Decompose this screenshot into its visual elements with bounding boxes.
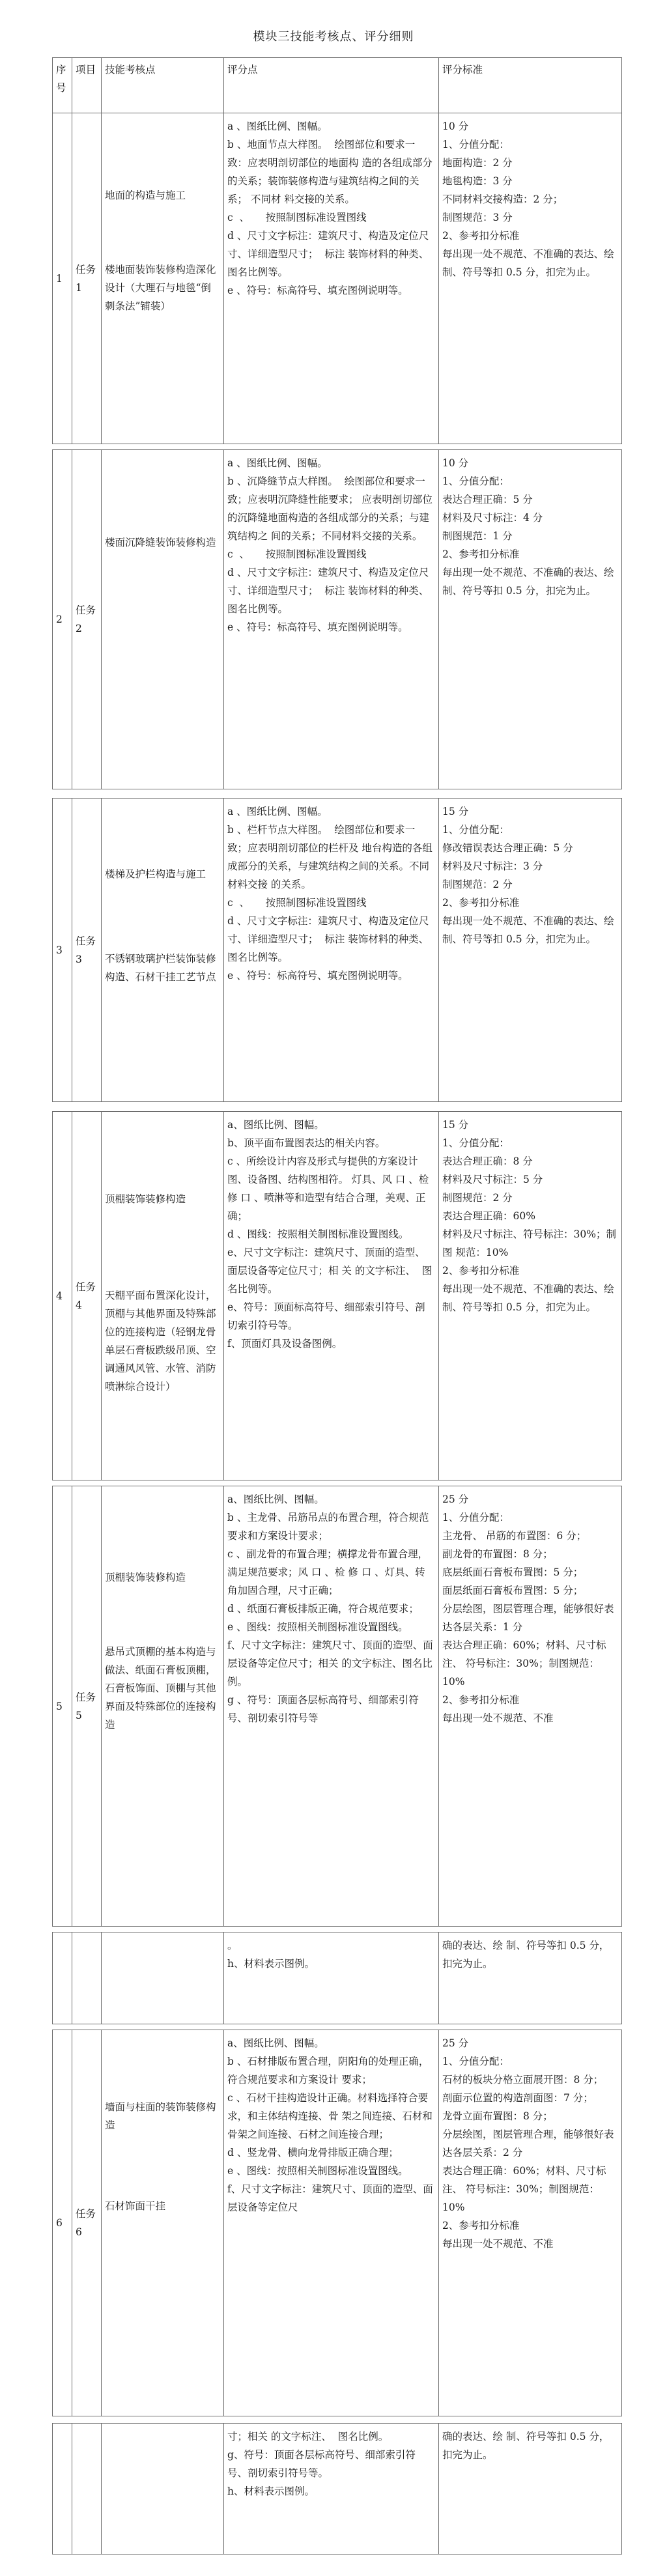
points-cell: a 、图纸比例、图幅。 b 、地面节点大样图。 绘图部位和要求一致：应表明剖切部位的地面构 造的各组成部分的关系；装饰装修构造与建筑结构之间的关系； 不同材 料交接的关系。 c 、 按照制图标准设置图线 d 、尺寸文字标注：建筑尺寸、构造及定位尺寸、详细造型尺寸； 标注 装饰材料的种类、图名比例等。 e 、符号：标高符号、填充图例说明等。 <box>224 113 439 444</box>
table-block-5 <box>52 1486 622 1927</box>
task-cell: 任务 3 <box>72 799 102 1101</box>
skill-main: 楼面沉降缝装饰装修构造 <box>105 537 216 548</box>
skill-main: 墙面与柱面的装饰装修构造 <box>105 2101 216 2131</box>
seq-cell: 5 <box>53 1486 72 1926</box>
skill-sub: 天棚平面布置深化设计，顶棚与其他界面及特殊部位的连接构造（轻钢龙骨单层石膏板跌级吊顶、空调通风风管、水管、消防喷淋综合设计） <box>105 1290 216 1393</box>
skill-cell <box>102 1112 224 1480</box>
skill-main: 地面的构造与施工 <box>105 190 186 201</box>
points-cell: a、图纸比例、图幅。 b 、石材排版布置合理，阴阳角的处理正确，符合规范要求和方案设计 要求； c 、石材干挂构造设计正确。材料选择符合要求，和主体结构连接、骨 架之间连接、石材和骨架之间连接、石材之间连接合理； d 、竖龙骨、横向龙骨排版正确合理； e 、图线：按照相关制图标准设置图线。 f、尺寸文字标注：建筑尺寸、顶面的造型、面层设备等定位尺 <box>224 2030 439 2416</box>
task-cell <box>72 1932 102 2024</box>
seq-cell <box>53 1932 72 2024</box>
standard-cell: 10 分 1、分值分配： 地面构造：2 分 地毯构造：3 分 不同材料交接构造：2 分； 制图规范：3 分 2、参考扣分标准 每出现一处不规范、不准确的表达、绘 制、符号等扣 0.5 分，扣完为止。 <box>442 120 614 278</box>
table-block-1 <box>52 57 622 444</box>
document-title: 模块三技能考核点、评分细则 <box>253 30 414 44</box>
skill-main: 楼梯及护栏构造与施工 <box>105 868 206 880</box>
points-cell: a、图纸比例、图幅。 b 、主龙骨、吊筋吊点的布置合理，符合规范要求和方案设计要求； c 、副龙骨的布置合理；横撑龙骨布置合理，满足规范要求；风 口 、检 修 口 、灯具、转角加固合理，尺寸正确； d 、纸面石膏板排版正确，符合规范要求； e 、图线：按照相关制图标准设置图线。 f、尺寸文字标注：建筑尺寸、顶面的造型、面层设备等定位尺寸；相关 的文字标注、图名比例。 g 、符号：顶面各层标高符号、细部索引符号、剖切索引符号等 <box>224 1486 439 1926</box>
header-item: 项目 <box>72 58 102 113</box>
standard-cell: 确的表达、绘 制、符号等扣 0.5 分，扣完为止。 <box>442 1940 610 1970</box>
table-row <box>53 1486 621 1926</box>
skill-main: 顶棚装饰装修构造 <box>105 1193 186 1205</box>
table-block-4 <box>52 1111 622 1480</box>
points-cell: 。 h、材料表示图例。 <box>224 1932 439 2024</box>
standard-cell: 15 分 1、分值分配： 表达合理正确：8 分 材料及尺寸标注：5 分 制图规范：2 分 表达合理正确：60% 材料及尺寸标注、符号标注：30%；制图 规范：10% 2、参考扣分标准 每出现一处不规范、不准确的表达、绘 制、符号等扣 0.5 分，扣完为止。 <box>442 1119 616 1313</box>
skill-cell <box>102 113 224 444</box>
seq-cell: 2 <box>53 450 72 789</box>
header-skill: 技能考核点 <box>102 58 224 113</box>
points-cell: a 、图纸比例、图幅。 b 、沉降缝节点大样图。 绘图部位和要求一致；应表明沉降缝性能要求； 应表明剖切部位的沉降缝地面构造的各组成部分的关系；与建筑结构之 间的关系；不同材料交接的关系。 c 、 按照制图标准设置图线 d 、尺寸文字标注：建筑尺寸、构造及定位尺寸、详细造型尺寸； 标注 装饰材料的种类、图名比例等。 e 、符号：标高符号、填充图例说明等。 <box>224 450 439 789</box>
skill-cell <box>102 2030 224 2416</box>
task-cell: 任务 1 <box>72 113 102 444</box>
table-row <box>53 1112 621 1480</box>
table-row <box>53 1932 621 2024</box>
table-row <box>53 2424 621 2554</box>
seq-cell: 6 <box>53 2030 72 2416</box>
skill-cell <box>102 450 224 789</box>
points-cell: a、图纸比例、图幅。 b、顶平面布置图表达的相关内容。 c 、所绘设计内容及形式与提供的方案设计图、设备图、结构图相符。 灯具、风 口 、检 修 口 、喷淋等和造型有结合合理，美观、正确； d 、图线：按照相关制图标准设置图线。 e、尺寸文字标注：建筑尺寸、顶面的造型、面层设备等定位尺寸；相 关 的文字标注、 图名比例等。 e、符号：顶面标高符号、细部索引符号、剖切索引符号等。 f、顶面灯具及设备图例。 <box>224 1112 439 1480</box>
table-block-6 <box>52 2030 622 2416</box>
skill-main: 顶棚装饰装修构造 <box>105 1572 186 1583</box>
task-cell: 任务 5 <box>72 1486 102 1926</box>
seq-cell: 3 <box>53 799 72 1101</box>
table-block-6-cont <box>52 2423 622 2555</box>
task-cell <box>72 2424 102 2554</box>
table-row <box>53 799 621 1101</box>
skill-sub: 石材饰面干挂 <box>105 2200 166 2212</box>
header-standard: 评分标准 <box>442 64 483 76</box>
table-block-5-cont <box>52 1932 622 2024</box>
table-row <box>53 2030 621 2416</box>
table-row <box>53 450 621 789</box>
standard-cell: 25 分 1、分值分配： 主龙骨、 吊筋的布置图：6 分； 副龙骨的布置图：8 分； 底层纸面石膏板布置图：5 分； 面层纸面石膏板布置图：5 分； 分层绘图，图层管理合理，能够很好表 达各层关系：1 分 表达合理正确：60%；材料、尺寸标注、 符号标注：30%；制图规范：10% 2、参考扣分标准 每出现一处不规范、不准 <box>442 1493 614 1724</box>
header-points: 评分点 <box>224 58 439 113</box>
task-cell: 任务 2 <box>72 450 102 789</box>
task-cell: 任务 6 <box>72 2030 102 2416</box>
table-block-2 <box>52 449 622 789</box>
standard-cell: 10 分 1、分值分配： 表达合理正确：5 分 材料及尺寸标注：4 分 制图规范：1 分 2、参考扣分标准 每出现一处不规范、不准确的表达、绘 制、符号等扣 0.5 分，扣完为止。 <box>442 457 614 597</box>
skill-cell <box>102 2424 224 2554</box>
points-cell: a 、图纸比例、图幅。 b 、栏杆节点大样图。 绘图部位和要求一致；应表明剖切部位的栏杆及 地台构造的各组成部分的关系，与建筑结构之间的关系。不同材料交接 的关系。 c 、 按照制图标准设置图线 d 、尺寸文字标注：建筑尺寸、构造及定位尺寸、详细造型尺寸； 标注 装饰材料的种类、图名比例等。 e 、符号：标高符号、填充图例说明等。 <box>224 799 439 1101</box>
header-seq: 序 号 <box>53 58 72 113</box>
skill-sub: 楼地面装饰装修构造深化设计（大理石与地毯“倒刺条法”铺装） <box>105 264 216 312</box>
seq-cell: 4 <box>53 1112 72 1480</box>
task-cell: 任务 4 <box>72 1112 102 1480</box>
skill-sub: 悬吊式顶棚的基本构造与做法、纸面石膏板顶棚，石膏板饰面、顶棚与其他界面及特殊部位的连接构造 <box>105 1646 216 1731</box>
standard-cell: 15 分 1、分值分配： 修改错误表达合理正确：5 分 材料及尺寸标注：3 分 制图规范：2 分 2、参考扣分标准 每出现一处不规范、不准确的表达、绘 制、符号等扣 0.5 分，扣完为止。 <box>442 806 614 945</box>
table-header-row <box>53 58 621 113</box>
standard-cell: 25 分 1、分值分配： 石材的板块分格立面展开图：8 分； 剖面示位置的构造剖面图：7 分； 龙骨立面布置图：8 分； 分层绘图，图层管理合理，能够很好表 达各层关系：2 分 表达合理正确：60%；材料、尺寸标注、 符号标注：30%；制图规范：10% 2、参考扣分标准 每出现一处不规范、不准 <box>442 2037 614 2250</box>
skill-cell <box>102 799 224 1101</box>
seq-cell: 1 <box>53 113 72 444</box>
table-row <box>53 113 621 444</box>
skill-cell <box>102 1932 224 2024</box>
standard-cell: 确的表达、绘 制、符号等扣 0.5 分，扣完为止。 <box>442 2431 610 2461</box>
table-block-3 <box>52 798 622 1102</box>
skill-cell <box>102 1486 224 1926</box>
points-cell: 寸；相关 的文字标注、 图名比例。 g、符号：顶面各层标高符号、细部索引符号、剖切索引符号等。 h、材料表示图例。 <box>224 2424 439 2554</box>
seq-cell <box>53 2424 72 2554</box>
skill-sub: 不锈钢玻璃护栏装饰装修构造、石材干挂工艺节点 <box>105 953 216 983</box>
